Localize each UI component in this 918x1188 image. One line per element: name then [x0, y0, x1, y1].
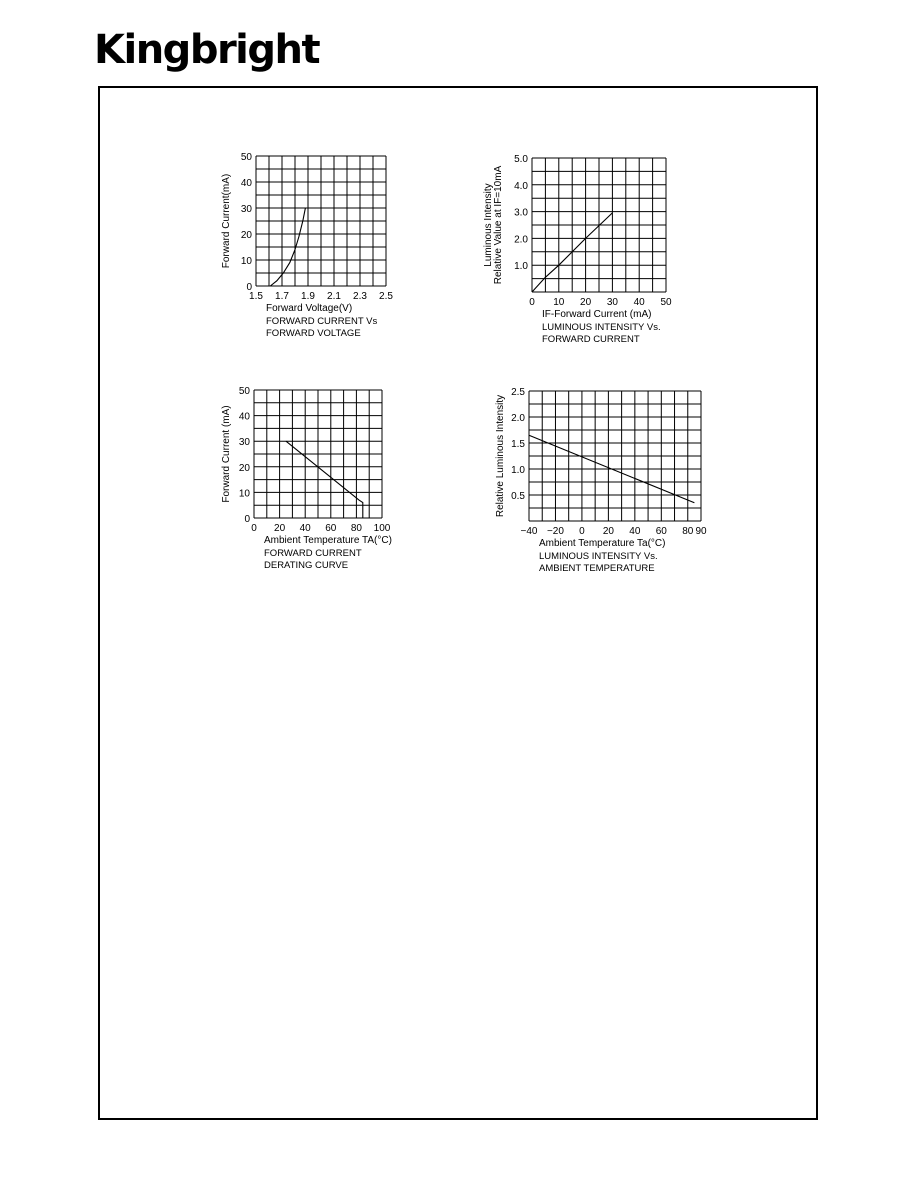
y-axis-label: Relative Value at IF=10mA — [493, 165, 504, 285]
chart-caption-line: FORWARD VOLTAGE — [266, 328, 361, 339]
y-axis-label: Forward Current(mA) — [221, 173, 232, 269]
chart-caption-line: LUMINOUS INTENSITY Vs. — [539, 551, 658, 562]
x-tick-label: 1.7 — [275, 291, 289, 302]
x-axis-label: Forward Voltage(V) — [266, 303, 353, 314]
x-tick-label: 0 — [251, 523, 257, 534]
y-tick-label: 10 — [240, 256, 252, 267]
y-tick-label: 0 — [244, 514, 250, 525]
x-tick-label: 10 — [553, 297, 565, 308]
y-tick-label: 20 — [238, 462, 250, 474]
y-tick-label: 2.5 — [511, 387, 525, 398]
y-tick-label: 3.0 — [514, 207, 528, 219]
y-tick-label: 0 — [246, 282, 252, 293]
x-tick-label: 30 — [606, 297, 618, 308]
x-tick-label: 90 — [695, 526, 707, 537]
y-tick-label: 50 — [238, 386, 250, 397]
chart-caption-line: DERATING CURVE — [264, 560, 349, 571]
x-axis-label: IF-Forward Current (mA) — [542, 309, 652, 320]
brand-logo: Kingbright — [94, 27, 320, 73]
y-tick-label: 20 — [240, 230, 252, 241]
x-tick-label: 40 — [629, 526, 641, 537]
x-tick-label: 50 — [660, 297, 672, 308]
x-tick-label: 2.3 — [353, 291, 367, 302]
x-tick-label: 80 — [350, 523, 362, 534]
x-tick-label: −20 — [546, 526, 564, 537]
x-tick-label: 0 — [579, 526, 585, 537]
chart-caption-line: AMBIENT TEMPERATURE — [539, 563, 655, 574]
y-tick-label: 50 — [240, 152, 252, 163]
chart-forward-current-vs-voltage — [221, 152, 393, 339]
y-axis-label: Forward Current (mA) — [221, 405, 232, 503]
y-tick-label: 1.0 — [514, 261, 528, 273]
chart-derating-curve — [221, 386, 392, 571]
y-tick-label: 4.0 — [514, 180, 528, 192]
chart-luminous-intensity-vs-temperature — [495, 387, 707, 574]
x-tick-label: 0 — [529, 297, 535, 308]
chart-luminous-intensity-vs-current — [483, 154, 672, 345]
y-axis-label: Luminous Intensity — [483, 183, 494, 267]
y-tick-label: 30 — [240, 204, 252, 215]
y-tick-label: 1.5 — [511, 439, 525, 450]
chart-caption-line: FORWARD CURRENT — [264, 548, 362, 559]
y-tick-label: 0.5 — [511, 491, 525, 502]
grid — [529, 391, 701, 521]
y-tick-label: 1.0 — [511, 465, 525, 476]
x-tick-label: 1.9 — [301, 291, 315, 302]
chart-caption-line: FORWARD CURRENT — [542, 334, 640, 345]
y-tick-label: 30 — [238, 437, 250, 449]
x-tick-label: 60 — [655, 526, 667, 537]
y-tick-label: 40 — [238, 411, 250, 423]
grid — [256, 156, 386, 286]
x-axis-label: Ambient Temperature TA(°C) — [264, 535, 392, 546]
y-tick-label: 2.0 — [514, 234, 528, 246]
chart-caption-line: FORWARD CURRENT Vs — [266, 316, 378, 327]
y-tick-label: 5.0 — [514, 154, 528, 165]
y-tick-label: 10 — [238, 488, 250, 500]
x-tick-label: −40 — [520, 526, 538, 537]
x-tick-label: 40 — [299, 523, 311, 534]
x-tick-label: 20 — [602, 526, 614, 537]
y-tick-label: 40 — [240, 178, 252, 189]
chart-caption-line: LUMINOUS INTENSITY Vs. — [542, 322, 661, 333]
x-tick-label: 2.1 — [327, 291, 341, 302]
x-tick-label: 60 — [325, 523, 337, 534]
y-tick-label: 2.0 — [511, 413, 525, 424]
x-tick-label: 100 — [373, 523, 391, 534]
x-tick-label: 1.5 — [249, 291, 263, 302]
x-tick-label: 40 — [633, 297, 645, 308]
x-tick-label: 20 — [274, 523, 286, 534]
x-tick-label: 20 — [580, 297, 592, 308]
y-axis-label: Relative Luminous Intensity — [495, 394, 506, 518]
x-axis-label: Ambient Temperature Ta(°C) — [539, 538, 666, 549]
x-tick-label: 80 — [682, 526, 694, 537]
x-tick-label: 2.5 — [379, 291, 393, 302]
grid — [254, 390, 382, 518]
